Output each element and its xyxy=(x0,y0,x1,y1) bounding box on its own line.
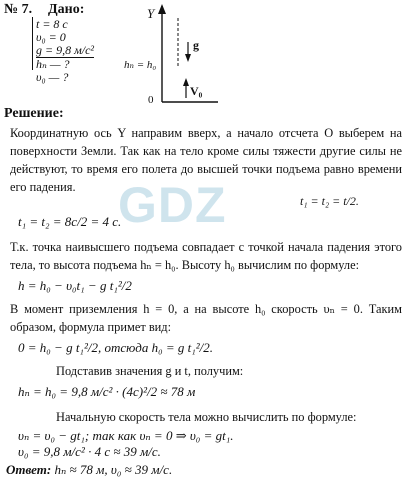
given-t: t = 8 с xyxy=(36,17,68,31)
solution-paragraph-5: Начальную скорость тела можно вычислить по формуле: xyxy=(56,410,357,424)
height-label: hₙ = h₀ xyxy=(124,59,157,71)
solution-paragraph-2: Т.к. точка наивысшего подъема совпадает с точкой начала падения этого тела, то высота подъема hₙ = h₀. Высоту h₀ вычислим по формуле: xyxy=(10,240,402,272)
solution-paragraph-3: В момент приземления h = 0, а на высоте h₀ скорость υₙ = 0. Таким образом, формула примет вид: xyxy=(10,302,402,334)
equation-velocity-2: υ₀ = 9,8 м/с² · 4 с ≈ 39 м/с. xyxy=(18,444,161,459)
trajectory-diagram xyxy=(118,2,228,108)
solution-paragraph-4: Подставив значения g и t, получим: xyxy=(56,364,244,378)
equation-t-split: t₁ = t₂ = t/2. xyxy=(300,194,359,208)
answer-label: Ответ: xyxy=(6,462,52,477)
given-label: Дано: xyxy=(48,2,85,17)
equation-height: h = h₀ − υ₀t₁ − g t₁²/2 xyxy=(18,278,132,293)
solution-paragraph-1: Координатную ось Y направим вверх, а начало отсчета О выберем на поверхности Земли. Так как на тело кроме силы тяжести другие силы не действуют, то время его полета до высшей точки подъема равно времени его падения. xyxy=(10,126,402,194)
given-divider xyxy=(32,17,33,70)
equation-height-value: hₙ = h₀ = 9,8 м/с² · (4с)²/2 ≈ 78 м xyxy=(18,384,196,399)
v0-vector-label: V₀ xyxy=(190,84,203,98)
answer-text: hₙ ≈ 78 м, υ₀ ≈ 39 м/с. xyxy=(54,462,173,477)
answer-line xyxy=(6,462,172,478)
given-v0: υ₀ = 0 xyxy=(36,30,66,44)
g-vector-label: g xyxy=(193,38,199,52)
find-h: hₙ — ? xyxy=(36,57,70,71)
equation-velocity-1: υₙ = υ₀ − gt₁; так как υₙ = 0 ⇒ υ₀ = gt₁. xyxy=(18,428,234,443)
y-axis-label: Y xyxy=(147,6,155,21)
find-v0: υ₀ — ? xyxy=(36,70,69,84)
solution-heading: Решение: xyxy=(4,106,64,121)
problem-number: № 7. xyxy=(4,2,33,17)
watermark: GDZ xyxy=(118,177,227,233)
origin-label: 0 xyxy=(148,94,154,106)
equation-h0: 0 = h₀ − g t₁²/2, отсюда h₀ = g t₁²/2. xyxy=(18,340,214,355)
given-g: g = 9,8 м/с² xyxy=(36,43,95,57)
equation-t-value: t₁ = t₂ = 8с/2 = 4 с. xyxy=(18,214,122,229)
